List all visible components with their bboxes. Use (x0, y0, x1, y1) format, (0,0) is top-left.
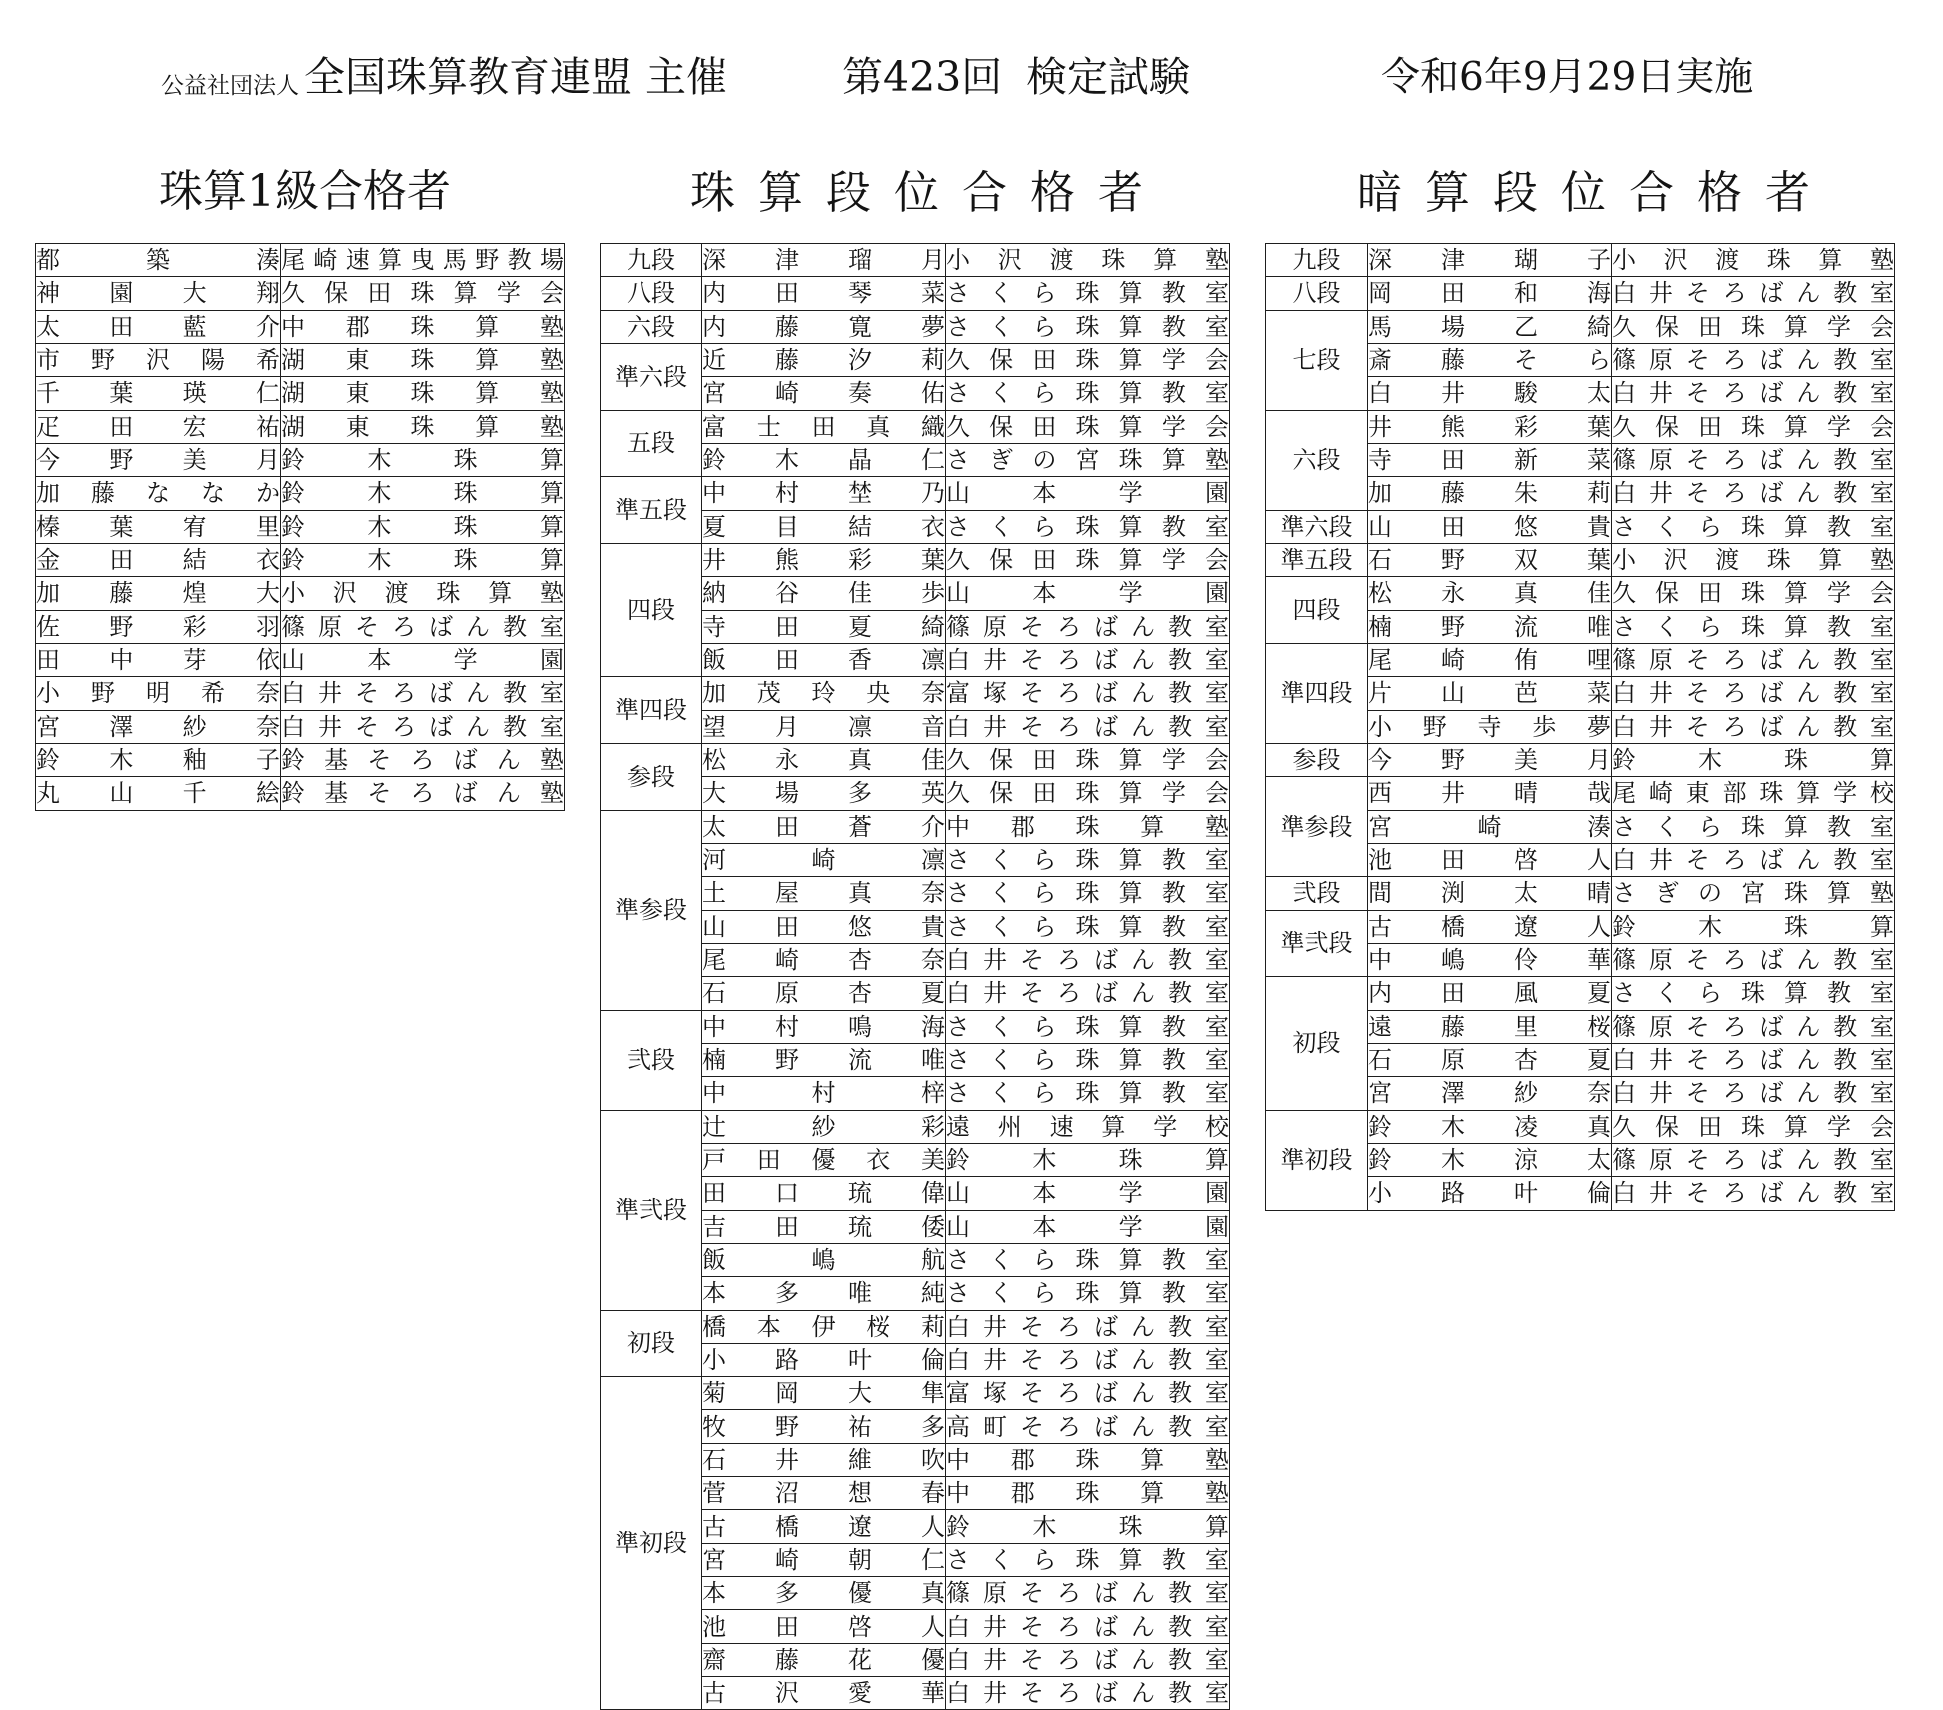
rank-cell: 六段 (1266, 410, 1368, 510)
passer-name-cell: 中村埜乃 (702, 477, 946, 510)
school-name-cell: 久保田珠算学会 (1612, 310, 1895, 343)
passer-name-cell: 寺田新菜 (1368, 443, 1612, 476)
rank-cell: 四段 (1266, 577, 1368, 644)
passer-row (1266, 577, 1895, 610)
school-name-cell: 久保田珠算学会 (281, 277, 565, 310)
passer-name-cell: 松永真佳 (702, 743, 946, 776)
passer-name-cell: 納谷佳歩 (702, 577, 946, 610)
passer-row (601, 543, 1230, 576)
passer-row (36, 577, 565, 610)
school-name-cell: 高町そろばん教室 (946, 1410, 1230, 1443)
rank-cell: 準六段 (601, 343, 702, 410)
passer-row (36, 610, 565, 643)
passer-name-cell: 加茂玲央奈 (702, 677, 946, 710)
abacus-grade1-table (35, 243, 565, 811)
school-name-cell: 鈴木珠算 (281, 477, 565, 510)
rank-cell: 八段 (1266, 277, 1368, 310)
passer-row (601, 1310, 1230, 1343)
passer-name-cell: 河崎凛 (702, 843, 946, 876)
passer-row (36, 743, 565, 776)
school-name-cell: 白井そろばん教室 (946, 710, 1230, 743)
passer-name-cell: 鈴木釉子 (36, 743, 281, 776)
school-name-cell: さくら珠算教室 (946, 843, 1230, 876)
passer-row (601, 477, 1230, 510)
passer-row (36, 510, 565, 543)
school-name-cell: 鈴木珠算 (281, 510, 565, 543)
mental-dan-table (1265, 243, 1895, 1211)
school-name-cell: 山本学園 (281, 643, 565, 676)
passer-row (1266, 877, 1895, 910)
school-name-cell: 白井そろばん教室 (1612, 1177, 1895, 1210)
school-name-cell: 白井そろばん教室 (1612, 1043, 1895, 1076)
school-name-cell: 白井そろばん教室 (946, 1310, 1230, 1343)
passer-row (601, 810, 1230, 843)
passer-name-cell: 古橋遼人 (1368, 910, 1612, 943)
school-name-cell: さぎの宮珠算塾 (946, 443, 1230, 476)
passer-name-cell: 池田啓人 (702, 1610, 946, 1643)
rank-cell: 七段 (1266, 310, 1368, 410)
passer-name-cell: 井熊彩葉 (702, 543, 946, 576)
passer-row (601, 1010, 1230, 1043)
passer-name-cell: 宮崎湊 (1368, 810, 1612, 843)
passer-name-cell: 望月凛音 (702, 710, 946, 743)
school-name-cell: 山本学園 (946, 477, 1230, 510)
rank-cell: 弐段 (601, 1010, 702, 1110)
school-name-cell: 白井そろばん教室 (281, 677, 565, 710)
passer-name-cell: 中村梓 (702, 1077, 946, 1110)
passer-row (601, 277, 1230, 310)
rank-cell: 弐段 (1266, 877, 1368, 910)
passer-name-cell: 本多優真 (702, 1577, 946, 1610)
rank-cell: 五段 (601, 410, 702, 477)
passer-name-cell: 太田藍介 (36, 310, 281, 343)
passer-name-cell: 西井晴哉 (1368, 777, 1612, 810)
passer-name-cell: 小路叶倫 (1368, 1177, 1612, 1210)
school-name-cell: 篠原そろばん教室 (1612, 943, 1895, 976)
passer-name-cell: 遠藤里桜 (1368, 1010, 1612, 1043)
passer-name-cell: 深津瑠月 (702, 244, 946, 277)
passer-name-cell: 石井維吹 (702, 1443, 946, 1476)
school-name-cell: さくら珠算教室 (946, 1077, 1230, 1110)
rank-cell: 準弐段 (601, 1110, 702, 1310)
school-name-cell: 尾崎速算曳馬野教場 (281, 244, 565, 277)
passer-name-cell: 都築湊 (36, 244, 281, 277)
school-name-cell: さくら珠算教室 (1612, 510, 1895, 543)
school-name-cell: さくら珠算教室 (946, 877, 1230, 910)
abacus-dan-title: 珠算段位合格者 (690, 166, 1167, 219)
school-name-cell: 久保田珠算学会 (946, 543, 1230, 576)
school-name-cell: 鈴木珠算 (1612, 910, 1895, 943)
rank-cell: 準六段 (1266, 510, 1368, 543)
school-name-cell: さくら珠算教室 (946, 277, 1230, 310)
passer-name-cell: 飯田香凛 (702, 643, 946, 676)
school-name-cell: さくら珠算教室 (946, 1543, 1230, 1576)
school-name-cell: 山本学園 (946, 577, 1230, 610)
school-name-cell: 白井そろばん教室 (1612, 1077, 1895, 1110)
passer-name-cell: 今野美月 (1368, 743, 1612, 776)
passer-name-cell: 菊岡大隼 (702, 1377, 946, 1410)
school-name-cell: 山本学園 (946, 1210, 1230, 1243)
school-name-cell: 白井そろばん教室 (946, 943, 1230, 976)
passer-name-cell: 宮澤紗奈 (36, 710, 281, 743)
school-name-cell: 久保田珠算学会 (1612, 410, 1895, 443)
school-name-cell: 小沢渡珠算塾 (281, 577, 565, 610)
school-name-cell: 小沢渡珠算塾 (1612, 543, 1895, 576)
school-name-cell: 白井そろばん教室 (1612, 843, 1895, 876)
school-name-cell: 久保田珠算学会 (946, 410, 1230, 443)
mental-dan-title: 暗算段位合格者 (1357, 166, 1834, 219)
school-name-cell: 篠原そろばん教室 (946, 610, 1230, 643)
passer-row (601, 310, 1230, 343)
school-name-cell: 白井そろばん教室 (1612, 477, 1895, 510)
passer-name-cell: 鈴木凌真 (1368, 1110, 1612, 1143)
rank-cell: 準参段 (1266, 777, 1368, 877)
passer-name-cell: 尾崎侑哩 (1368, 643, 1612, 676)
rank-cell: 九段 (1266, 244, 1368, 277)
passer-name-cell: 池田啓人 (1368, 843, 1612, 876)
passer-row (601, 343, 1230, 376)
passer-row (1266, 510, 1895, 543)
passer-name-cell: 内藤寛夢 (702, 310, 946, 343)
passer-row (1266, 777, 1895, 810)
passer-name-cell: 佐野彩羽 (36, 610, 281, 643)
passer-name-cell: 松永真佳 (1368, 577, 1612, 610)
passer-name-cell: 富士田真織 (702, 410, 946, 443)
passer-name-cell: 山田悠貴 (702, 910, 946, 943)
passer-row (36, 377, 565, 410)
school-name-cell: 白井そろばん教室 (946, 1343, 1230, 1376)
school-name-cell: 湖東珠算塾 (281, 410, 565, 443)
passer-name-cell: 岡田和海 (1368, 277, 1612, 310)
passer-name-cell: 橋本伊桜莉 (702, 1310, 946, 1343)
school-name-cell: 白井そろばん教室 (946, 1677, 1230, 1710)
school-name-cell: 白井そろばん教室 (946, 1610, 1230, 1643)
passer-row (601, 1110, 1230, 1143)
school-name-cell: 久保田珠算学会 (1612, 1110, 1895, 1143)
school-name-cell: 久保田珠算学会 (946, 777, 1230, 810)
passer-name-cell: 尾崎杏奈 (702, 943, 946, 976)
rank-cell: 準四段 (1266, 643, 1368, 743)
passer-name-cell: 吉田琉倭 (702, 1210, 946, 1243)
school-name-cell: 白井そろばん教室 (1612, 677, 1895, 710)
passer-name-cell: 小路叶倫 (702, 1343, 946, 1376)
passer-name-cell: 千葉瑛仁 (36, 377, 281, 410)
passer-name-cell: 市野沢陽希 (36, 343, 281, 376)
school-name-cell: さくら珠算教室 (946, 1277, 1230, 1310)
passer-name-cell: 白井駿太 (1368, 377, 1612, 410)
passer-name-cell: 菅沼想春 (702, 1477, 946, 1510)
passer-name-cell: 土屋真奈 (702, 877, 946, 910)
rank-cell: 八段 (601, 277, 702, 310)
passer-name-cell: 馬場乙綺 (1368, 310, 1612, 343)
passer-row (1266, 643, 1895, 676)
passer-name-cell: 寺田夏綺 (702, 610, 946, 643)
school-name-cell: 富塚そろばん教室 (946, 1377, 1230, 1410)
school-name-cell: さくら珠算教室 (946, 1043, 1230, 1076)
passer-row (36, 643, 565, 676)
school-name-cell: 山本学園 (946, 1177, 1230, 1210)
passer-row (1266, 277, 1895, 310)
school-name-cell: 白井そろばん教室 (946, 1643, 1230, 1676)
passer-name-cell: 榛葉宥里 (36, 510, 281, 543)
school-name-cell: 湖東珠算塾 (281, 343, 565, 376)
passer-row (36, 543, 565, 576)
passer-name-cell: 丸山千絵 (36, 777, 281, 810)
school-name-cell: 中郡珠算塾 (281, 310, 565, 343)
school-name-cell: 鈴基そろばん塾 (281, 777, 565, 810)
school-name-cell: 篠原そろばん教室 (1612, 1143, 1895, 1176)
passer-name-cell: 石原杏夏 (1368, 1043, 1612, 1076)
exam-date: 令和6年9月29日実施 (1381, 55, 1754, 100)
rank-cell: 準五段 (1266, 543, 1368, 576)
passer-name-cell: 小野明希奈 (36, 677, 281, 710)
rank-cell: 初段 (601, 1310, 702, 1377)
school-name-cell: 篠原そろばん教室 (1612, 643, 1895, 676)
abacus-dan-table (600, 243, 1230, 1710)
passer-row (601, 244, 1230, 277)
passer-name-cell: 古沢愛華 (702, 1677, 946, 1710)
rank-cell: 準五段 (601, 477, 702, 544)
passer-row (601, 677, 1230, 710)
school-name-cell: さくら珠算教室 (946, 310, 1230, 343)
passer-name-cell: 田口琉偉 (702, 1177, 946, 1210)
school-name-cell: さくら珠算教室 (946, 1010, 1230, 1043)
passer-name-cell: 井熊彩葉 (1368, 410, 1612, 443)
school-name-cell: 小沢渡珠算塾 (1612, 244, 1895, 277)
rank-cell: 参段 (601, 743, 702, 810)
rank-cell: 準参段 (601, 810, 702, 1010)
rank-cell: 準初段 (601, 1377, 702, 1710)
school-name-cell: 白井そろばん教室 (1612, 277, 1895, 310)
passer-name-cell: 齋藤花優 (702, 1643, 946, 1676)
passer-row (1266, 977, 1895, 1010)
passer-row (36, 244, 565, 277)
passer-name-cell: 中嶋伶華 (1368, 943, 1612, 976)
rank-cell: 初段 (1266, 977, 1368, 1110)
passer-name-cell: 疋田宏祐 (36, 410, 281, 443)
passer-name-cell: 石原杏夏 (702, 977, 946, 1010)
school-name-cell: さくら珠算教室 (946, 1243, 1230, 1276)
school-name-cell: 中郡珠算塾 (946, 1477, 1230, 1510)
school-name-cell: 白井そろばん教室 (281, 710, 565, 743)
passer-name-cell: 田中芽依 (36, 643, 281, 676)
passer-name-cell: 宮澤紗奈 (1368, 1077, 1612, 1110)
passer-name-cell: 間渕太晴 (1368, 877, 1612, 910)
school-name-cell: 小沢渡珠算塾 (946, 244, 1230, 277)
passer-row (601, 410, 1230, 443)
passer-name-cell: 内田琴菜 (702, 277, 946, 310)
school-name-cell: 中郡珠算塾 (946, 810, 1230, 843)
passer-row (1266, 410, 1895, 443)
passer-row (1266, 1110, 1895, 1143)
school-name-cell: 遠州速算学校 (946, 1110, 1230, 1143)
school-name-cell: 白井そろばん教室 (946, 643, 1230, 676)
passer-name-cell: 石野双葉 (1368, 543, 1612, 576)
school-name-cell: 中郡珠算塾 (946, 1443, 1230, 1476)
rank-cell: 四段 (601, 543, 702, 676)
passer-row (36, 343, 565, 376)
rank-cell: 参段 (1266, 743, 1368, 776)
passer-row (36, 677, 565, 710)
passer-row (36, 443, 565, 476)
passer-row (36, 477, 565, 510)
school-name-cell: さくら珠算教室 (946, 910, 1230, 943)
passer-name-cell: 今野美月 (36, 443, 281, 476)
school-name-cell: 白井そろばん教室 (1612, 710, 1895, 743)
school-name-cell: 白井そろばん教室 (946, 977, 1230, 1010)
passer-name-cell: 近藤汐莉 (702, 343, 946, 376)
passer-name-cell: 古橋遼人 (702, 1510, 946, 1543)
school-name-cell: さぎの宮珠算塾 (1612, 877, 1895, 910)
rank-cell: 六段 (601, 310, 702, 343)
school-name-cell: さくら珠算教室 (946, 377, 1230, 410)
passer-name-cell: 太田蒼介 (702, 810, 946, 843)
school-name-cell: 鈴木珠算 (946, 1143, 1230, 1176)
school-name-cell: 湖東珠算塾 (281, 377, 565, 410)
school-name-cell: 篠原そろばん教室 (1612, 343, 1895, 376)
school-name-cell: 鈴基そろばん塾 (281, 743, 565, 776)
school-name-cell: 鈴木珠算 (946, 1510, 1230, 1543)
passer-name-cell: 宮崎朝仁 (702, 1543, 946, 1576)
passer-name-cell: 夏目結衣 (702, 510, 946, 543)
school-name-cell: さくら珠算教室 (1612, 810, 1895, 843)
passer-name-cell: 加藤ななか (36, 477, 281, 510)
passer-name-cell: 山田悠貴 (1368, 510, 1612, 543)
passer-name-cell: 斎藤そら (1368, 343, 1612, 376)
table-body (36, 244, 565, 811)
passer-name-cell: 深津瑚子 (1368, 244, 1612, 277)
organization-type: 公益社団法人 (161, 73, 299, 99)
passer-name-cell: 宮崎奏佑 (702, 377, 946, 410)
passer-row (36, 277, 565, 310)
table-body (601, 244, 1230, 1710)
passer-name-cell: 鈴木晶仁 (702, 443, 946, 476)
school-name-cell: 富塚そろばん教室 (946, 677, 1230, 710)
exam-title: 検定試験 (1026, 53, 1190, 101)
passer-row (36, 410, 565, 443)
passer-row (601, 1377, 1230, 1410)
passer-name-cell: 戸田優衣美 (702, 1143, 946, 1176)
exam-session: 第423回 (842, 53, 1003, 101)
school-name-cell: さくら珠算教室 (1612, 610, 1895, 643)
school-name-cell: 久保田珠算学会 (1612, 577, 1895, 610)
passer-row (1266, 244, 1895, 277)
school-name-cell: 篠原そろばん教室 (946, 1577, 1230, 1610)
school-name-cell: 篠原そろばん教室 (1612, 1010, 1895, 1043)
school-name-cell: 篠原そろばん教室 (1612, 443, 1895, 476)
passer-name-cell: 楠野流唯 (702, 1043, 946, 1076)
passer-row (1266, 543, 1895, 576)
passer-row (36, 777, 565, 810)
passer-name-cell: 大場多英 (702, 777, 946, 810)
school-name-cell: 鈴木珠算 (1612, 743, 1895, 776)
passer-row (1266, 743, 1895, 776)
passer-name-cell: 神園大翔 (36, 277, 281, 310)
passer-name-cell: 内田風夏 (1368, 977, 1612, 1010)
rank-cell: 準四段 (601, 677, 702, 744)
table-body (1266, 244, 1895, 1211)
passer-name-cell: 片山芭菜 (1368, 677, 1612, 710)
passer-name-cell: 加藤朱莉 (1368, 477, 1612, 510)
passer-name-cell: 小野寺歩夢 (1368, 710, 1612, 743)
passer-row (1266, 910, 1895, 943)
passer-name-cell: 辻紗彩 (702, 1110, 946, 1143)
passer-row (36, 710, 565, 743)
rank-cell: 準初段 (1266, 1110, 1368, 1210)
rank-cell: 準弐段 (1266, 910, 1368, 977)
passer-name-cell: 鈴木涼太 (1368, 1143, 1612, 1176)
school-name-cell: 篠原そろばん教室 (281, 610, 565, 643)
school-name-cell: さくら珠算教室 (1612, 977, 1895, 1010)
abacus-grade1-title: 珠算1級合格者 (159, 166, 451, 217)
passer-name-cell: 金田結衣 (36, 543, 281, 576)
school-name-cell: さくら珠算教室 (946, 510, 1230, 543)
passer-name-cell: 中村鳴海 (702, 1010, 946, 1043)
rank-cell: 九段 (601, 244, 702, 277)
school-name-cell: 白井そろばん教室 (1612, 377, 1895, 410)
passer-row (36, 310, 565, 343)
passer-name-cell: 加藤煌大 (36, 577, 281, 610)
organization-name: 全国珠算教育連盟 主催 (304, 53, 728, 101)
school-name-cell: 鈴木珠算 (281, 443, 565, 476)
passer-row (601, 743, 1230, 776)
passer-name-cell: 本多唯純 (702, 1277, 946, 1310)
school-name-cell: 尾崎東部珠算学校 (1612, 777, 1895, 810)
school-name-cell: 久保田珠算学会 (946, 743, 1230, 776)
passer-row (1266, 310, 1895, 343)
school-name-cell: 鈴木珠算 (281, 543, 565, 576)
passer-name-cell: 楠野流唯 (1368, 610, 1612, 643)
passer-name-cell: 飯嶋航 (702, 1243, 946, 1276)
passer-name-cell: 牧野祐多 (702, 1410, 946, 1443)
school-name-cell: 久保田珠算学会 (946, 343, 1230, 376)
